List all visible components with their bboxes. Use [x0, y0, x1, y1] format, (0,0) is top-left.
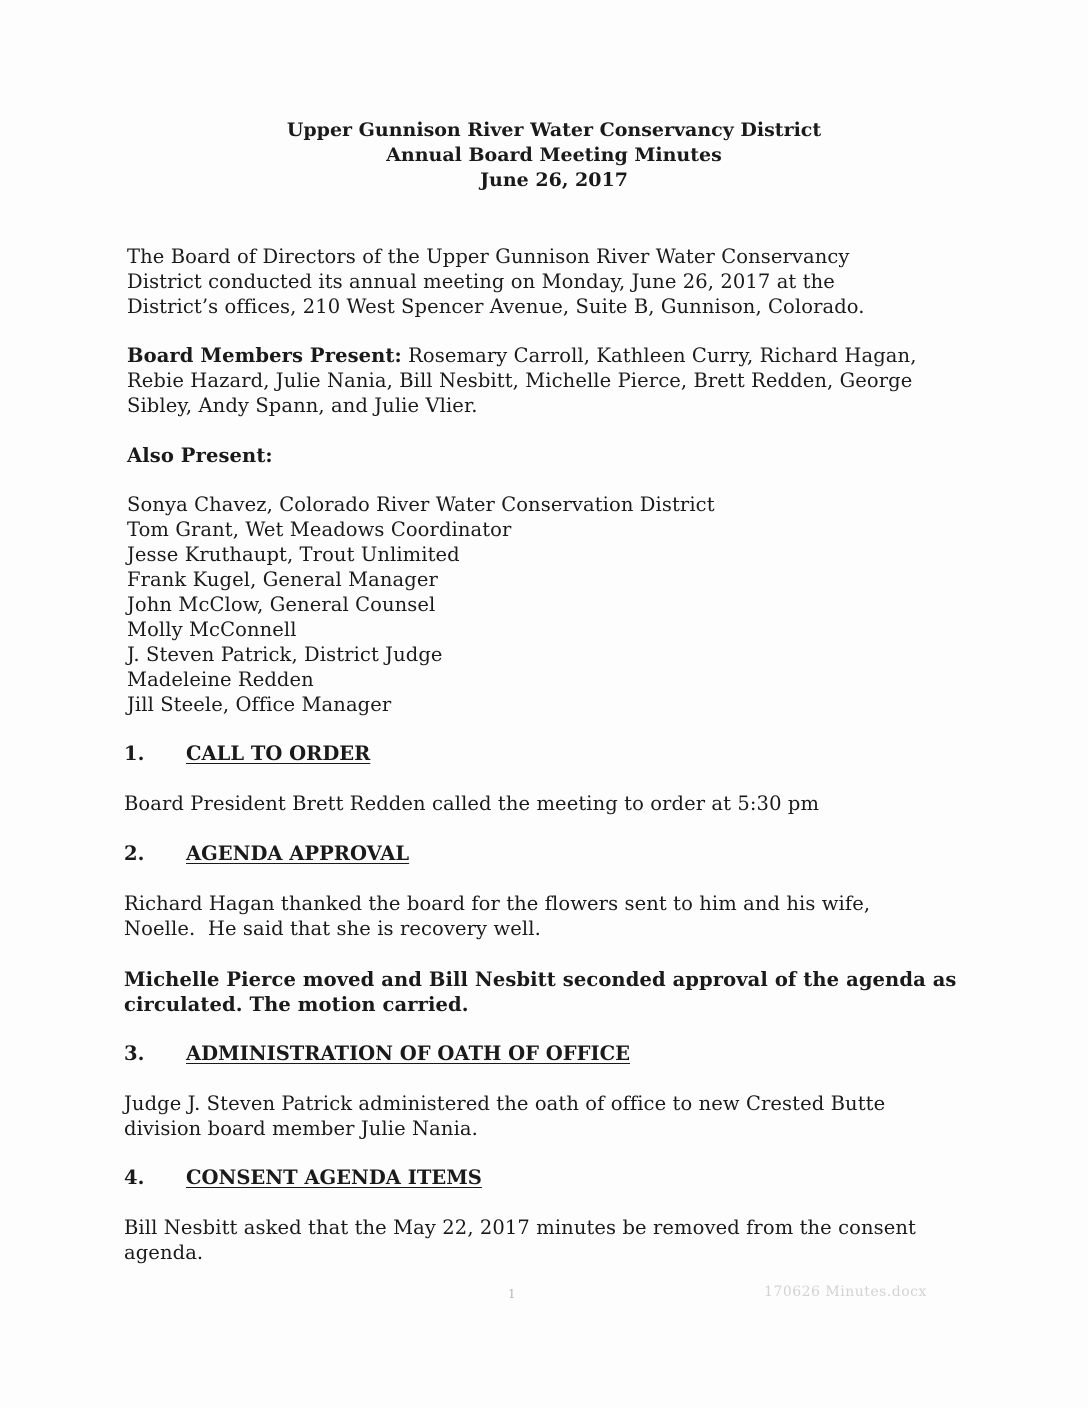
section-title: CONSENT AGENDA ITEMS — [186, 1166, 482, 1189]
section-line: agenda. — [124, 1241, 204, 1264]
section-number: 3. — [124, 1042, 145, 1065]
document-title-block — [0, 118, 1088, 193]
section-line: Noelle. He said that she is recovery well. — [124, 917, 541, 940]
board-members-paragraph — [127, 343, 967, 418]
section-line: Richard Hagan thanked the board for the flowers sent to him and his wife, — [124, 892, 871, 915]
section-number: 4. — [124, 1166, 145, 1189]
attendee-item: J. Steven Patrick, District Judge — [127, 643, 443, 666]
intro-line: District conducted its annual meeting on Monday, June 26, 2017 at the — [127, 270, 835, 293]
intro-line: The Board of Directors of the Upper Gunnison River Water Conservancy — [127, 245, 850, 268]
board-members-text: Rosemary Carroll, Kathleen Curry, Richard Hagan, — [401, 344, 917, 367]
intro-line: District’s offices, 210 West Spencer Avenue, Suite B, Gunnison, Colorado. — [127, 295, 865, 318]
attendee-item: Frank Kugel, General Manager — [127, 568, 438, 591]
attendee-item: Madeleine Redden — [127, 668, 314, 691]
attendee-item: Tom Grant, Wet Meadows Coordinator — [127, 518, 512, 541]
section-heading-call-to-order — [124, 741, 370, 766]
section-body-consent-agenda — [124, 1215, 964, 1265]
section-title: AGENDA APPROVAL — [186, 842, 410, 865]
document-title: Annual Board Meeting Minutes — [386, 144, 722, 166]
board-members-line: Rebie Hazard, Julie Nania, Bill Nesbitt, Michelle Pierce, Brett Redden, George — [127, 369, 913, 392]
motion-agenda-approval — [124, 967, 964, 1017]
meeting-date: June 26, 2017 — [480, 169, 628, 191]
organization-name: Upper Gunnison River Water Conservancy District — [286, 119, 822, 141]
section-body-agenda-approval — [124, 891, 964, 941]
section-line: Judge J. Steven Patrick administered the oath of office to new Crested Butte — [124, 1092, 886, 1115]
section-number: 2. — [124, 842, 145, 865]
attendee-item: Sonya Chavez, Colorado River Water Conservation District — [127, 493, 715, 516]
attendee-item: Jill Steele, Office Manager — [127, 693, 392, 716]
section-body-call-to-order — [124, 791, 964, 816]
board-members-line: Sibley, Andy Spann, and Julie Vlier. — [127, 394, 478, 417]
board-members-line — [127, 343, 967, 368]
section-heading-oath-of-office — [124, 1041, 630, 1066]
page-number: 1 — [508, 1287, 516, 1301]
section-number: 1. — [124, 742, 145, 765]
section-line: division board member Julie Nania. — [124, 1117, 478, 1140]
motion-line: Michelle Pierce moved and Bill Nesbitt seconded approval of the agenda as — [124, 968, 957, 991]
board-members-label: Board Members Present: — [127, 344, 402, 367]
section-line: Board President Brett Redden called the meeting to order at 5:30 pm — [124, 792, 820, 815]
motion-line: circulated. The motion carried. — [124, 993, 469, 1016]
attendee-list — [127, 492, 967, 717]
section-title: CALL TO ORDER — [186, 742, 371, 765]
footer-filename: 170626 Minutes.docx — [764, 1284, 927, 1300]
attendee-item: Jesse Kruthaupt, Trout Unlimited — [127, 543, 460, 566]
section-heading-agenda-approval — [124, 841, 409, 866]
section-body-oath-of-office — [124, 1091, 964, 1141]
also-present-label: Also Present: — [127, 444, 273, 467]
section-heading-consent-agenda — [124, 1165, 482, 1190]
section-line: Bill Nesbitt asked that the May 22, 2017 minutes be removed from the consent — [124, 1216, 916, 1239]
attendee-item: John McClow, General Counsel — [127, 593, 436, 616]
attendee-item: Molly McConnell — [127, 618, 297, 641]
intro-paragraph — [127, 244, 967, 319]
section-title: ADMINISTRATION OF OATH OF OFFICE — [186, 1042, 630, 1065]
